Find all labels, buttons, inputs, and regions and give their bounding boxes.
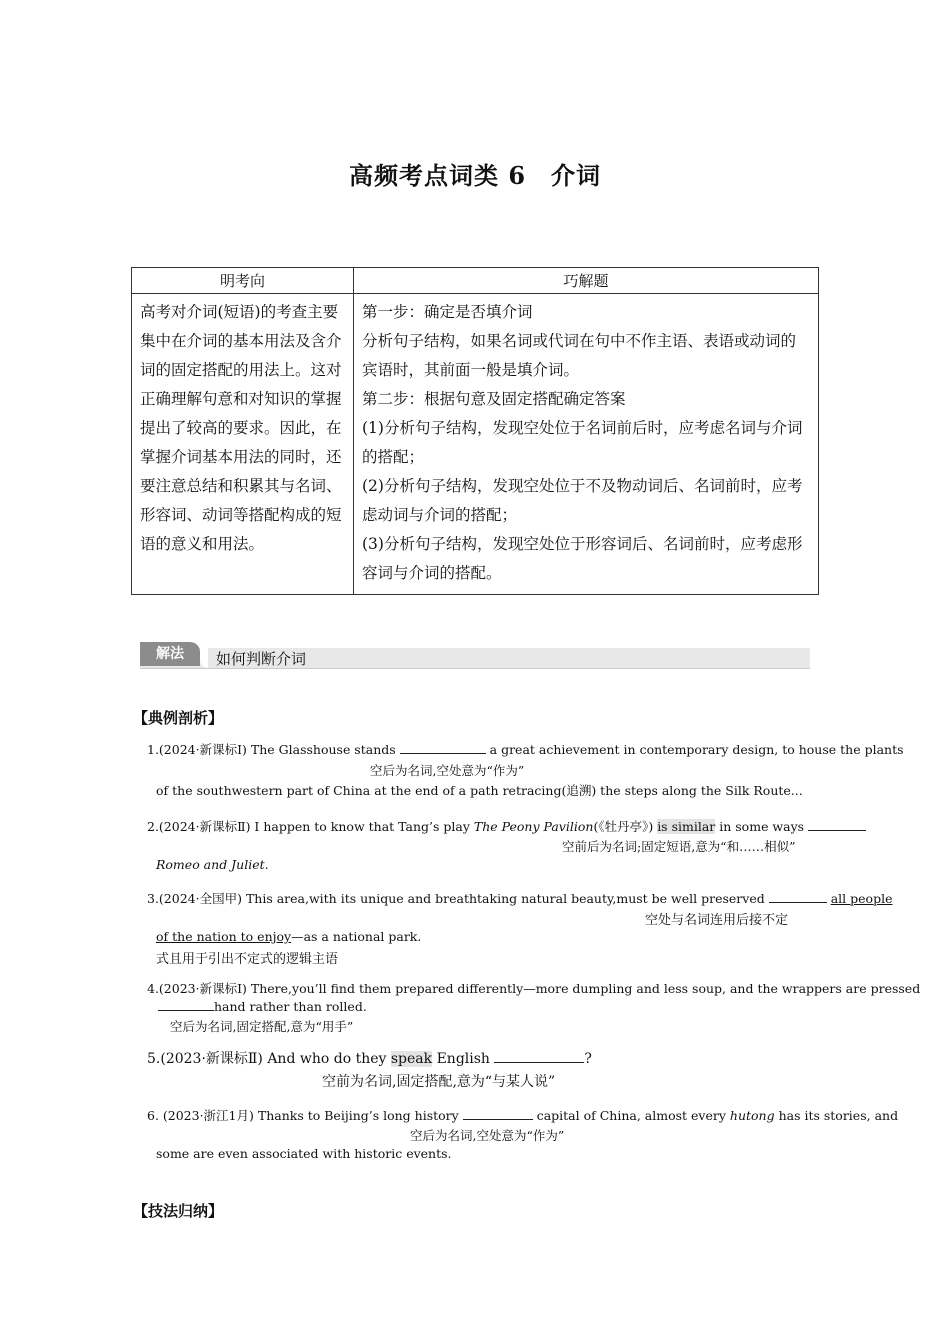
example-2-title-2: Romeo and Juliet [156, 857, 265, 872]
example-2-line-2 [156, 857, 269, 872]
example-3-part-b: —as a national park. [291, 929, 422, 944]
method-banner [140, 640, 810, 670]
answer-blank [494, 1050, 584, 1063]
example-3-underlined-2: of the nation to enjoy [156, 929, 292, 944]
header-solving-tips: 巧解题 [354, 268, 819, 294]
section-technique-summary: 【技法归纳】 [133, 1202, 224, 1220]
example-4-part-b: hand rather than rolled. [214, 999, 367, 1014]
example-1-part-b: a great achievement in contemporary design, to house the plants [489, 742, 904, 757]
example-1-line-1 [147, 740, 904, 758]
example-6-line-1 [147, 1106, 898, 1124]
section-example-analysis: 【典例剖析】 [133, 709, 224, 727]
example-2-note: 空前后为名词;固定短语,意为“和……相似” [562, 839, 796, 854]
example-5-part-b: English [432, 1051, 490, 1067]
table-header-row [132, 268, 819, 294]
example-4-note: 空后为名词,固定搭配,意为“用手” [170, 1019, 354, 1034]
banner-text: 如何判断介词 [216, 650, 307, 668]
step-line: 分析句子结构，如果名词或代词在句中不作主语、表语或动词的宾语时，其前面一般是填介词。 [362, 332, 797, 379]
example-6-part-a: 6. (2023·浙江1月) Thanks to Beijing’s long history [147, 1108, 459, 1123]
step-line: (3)分析句子结构，发现空处位于形容词后、名词前时，应考虑形容词与介词的搭配。 [362, 535, 803, 582]
example-3-note-2: 式且用于引出不定式的逻辑主语 [156, 952, 339, 967]
example-2-title-cn: (《牡丹亭》) [593, 819, 654, 834]
example-3-underlined-1: all people [830, 891, 893, 906]
example-6-line-2: some are even associated with historic events. [156, 1146, 452, 1161]
example-5-note: 空前为名词,固定搭配,意为“与某人说” [322, 1074, 556, 1090]
example-2-title-en: The Peony Pavilion [473, 819, 594, 834]
answer-blank [808, 818, 866, 831]
example-4-line-2 [158, 998, 367, 1014]
example-3-part-a: 3.(2024·全国甲) This area,with its unique and breathtaking natural beauty,must be well preserved [147, 891, 765, 906]
exam-direction-text: 高考对介词(短语)的考查主要集中在介词的基本用法及含介词的固定搭配的用法上。这对正确理解句意和对知识的掌握提出了较高的要求。因此，在掌握介词基本用法的同时，还要注意总结和积累其与名词、形容词、动词等搭配构成的短语的意义和用法。 [132, 294, 354, 595]
example-2-end: . [264, 857, 269, 872]
banner-tag: 解法 [140, 642, 200, 666]
example-5-line-1 [147, 1048, 592, 1068]
step-line: (2)分析句子结构，发现空处位于不及物动词后、名词前时，应考虑动词与介词的搭配； [362, 477, 803, 524]
example-2-part-b: in some ways [719, 819, 805, 834]
example-4-line-1: 4.(2023·新课标Ⅰ) There,you’ll find them prepared differently—more dumpling and less soup, and the wrappers are pressed [147, 981, 921, 996]
answer-blank [158, 998, 214, 1011]
example-3-note-1: 空处与名词连用后接不定 [645, 913, 789, 928]
example-5-part-a: 5.(2023·新课标Ⅱ) And who do they [147, 1051, 391, 1067]
answer-blank [400, 741, 486, 754]
step-line: 第一步：确定是否填介词 [362, 303, 533, 321]
example-3-line-2 [156, 929, 421, 944]
example-1-part-a: 1.(2024·新课标Ⅰ) The Glasshouse stands [147, 742, 396, 757]
example-2-part-a: 2.(2024·新课标Ⅱ) I happen to know that Tang’s play [147, 819, 474, 834]
example-5-highlight: speak [390, 1051, 433, 1067]
example-5-end: ? [584, 1051, 592, 1067]
example-1-note: 空后为名词,空处意为“作为” [370, 763, 525, 778]
page-title: 高频考点词类 6 介词 [348, 161, 602, 190]
example-6-note: 空后为名词,空处意为“作为” [410, 1128, 565, 1143]
answer-blank [769, 890, 827, 903]
solving-steps [354, 294, 819, 595]
example-6-part-b: capital of China, almost every [536, 1108, 730, 1123]
table-body-row [132, 294, 819, 595]
answer-blank [463, 1107, 533, 1120]
example-6-part-c: has its stories, and [774, 1108, 899, 1123]
step-line: 第二步：根据句意及固定搭配确定答案 [362, 390, 626, 408]
header-exam-direction: 明考向 [132, 268, 354, 294]
example-2-line-1 [147, 817, 866, 835]
example-1-line-2: of the southwestern part of China at the end of a path retracing(追溯) the steps along the Silk Route... [156, 783, 803, 798]
step-line: (1)分析句子结构，发现空处位于名词前后时，应考虑名词与介词的搭配； [362, 419, 803, 466]
example-3-line-1 [147, 889, 892, 907]
example-2-highlight: is similar [657, 819, 716, 834]
example-6-hutong: hutong [729, 1108, 775, 1123]
banner-notch [200, 648, 208, 668]
strategy-table [131, 267, 819, 595]
